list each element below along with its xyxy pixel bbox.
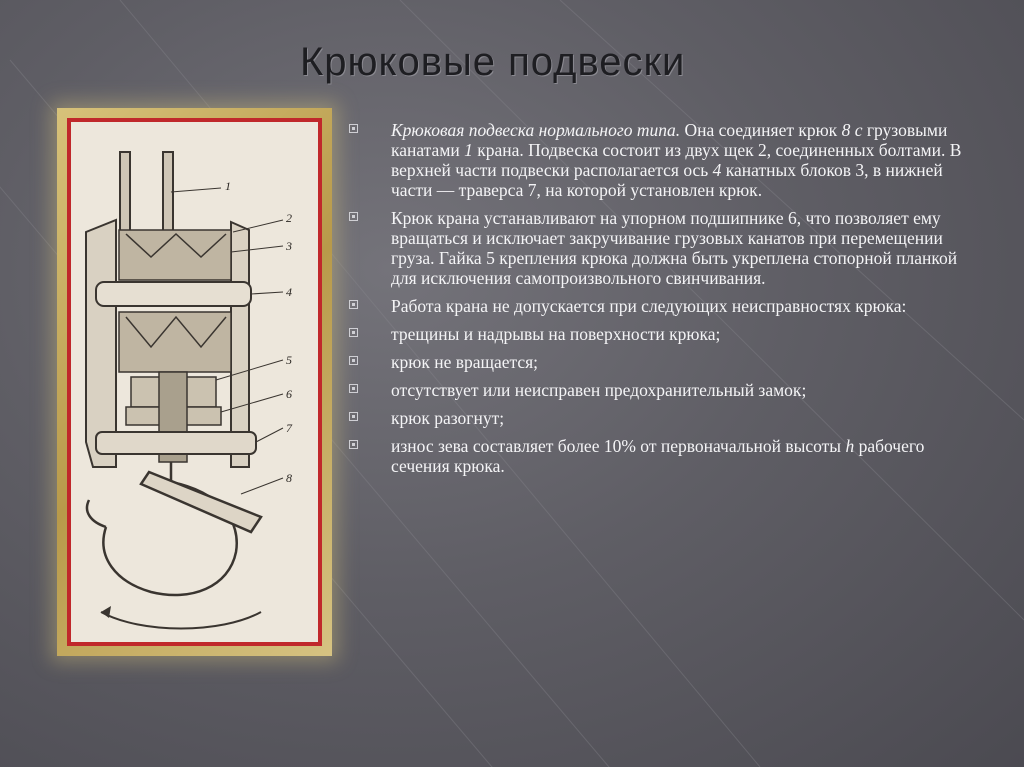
square-bullet-icon bbox=[349, 300, 358, 309]
bullet-text: Работа крана не допускается при следующих неисправностях крюка: bbox=[391, 296, 907, 316]
hook bbox=[87, 462, 261, 595]
bullet-item bbox=[345, 352, 980, 372]
square-bullet-icon bbox=[349, 328, 358, 337]
square-bullet-icon bbox=[349, 412, 358, 421]
bullet-list bbox=[345, 120, 980, 476]
bullet-text: Крюковая подвеска нормального типа. bbox=[391, 120, 681, 140]
figure-label-8: 8 bbox=[286, 471, 292, 485]
figure-label-2: 2 bbox=[286, 211, 292, 225]
traverse bbox=[96, 432, 256, 454]
figure-label-1: 1 bbox=[225, 179, 231, 193]
bullet-text: канатных блоков 3, в нижней части — траверса 7, на которой установлен крюк. bbox=[391, 160, 943, 200]
bullet-text: Крюк крана устанавливают на упорном подшипнике 6, что позволяет ему вращаться и исключает закручивание грузовых канатов при перемещении груза. Гайка 5 крепления крюка должна быть укреплена стопорной планкой для исключения самопроизвольного свинчивания. bbox=[391, 208, 958, 288]
hook-assembly-figure bbox=[67, 118, 322, 646]
figure-label-7: 7 bbox=[286, 421, 292, 435]
bullet-text: 4 bbox=[712, 160, 722, 180]
ropes bbox=[120, 152, 173, 237]
bullet-text: Она соединяет крюк bbox=[680, 120, 842, 140]
bullet-text: крюк разогнут; bbox=[391, 408, 505, 428]
slide-content bbox=[345, 120, 980, 484]
square-bullet-icon bbox=[349, 356, 358, 365]
hook-assembly-drawing bbox=[71, 122, 318, 642]
bullet-text: крюк не вращается; bbox=[391, 352, 539, 372]
bullet-text: трещины и надрывы на поверхности крюка; bbox=[391, 324, 721, 344]
bullet-text: 1 bbox=[464, 140, 473, 160]
bullet-item bbox=[345, 380, 980, 400]
figure-label-6: 6 bbox=[286, 387, 292, 401]
bullet-text: крана. Подвеска состоит из двух щек 2, соединенных болтами. В верхней части подвески располагается ось bbox=[391, 140, 962, 180]
bullet-item bbox=[345, 408, 980, 428]
bullet-text: h bbox=[845, 436, 855, 456]
square-bullet-icon bbox=[349, 124, 358, 133]
bullet-text: 8 с bbox=[841, 120, 863, 140]
bullet-item bbox=[345, 208, 980, 288]
slide-title: Крюковые подвески bbox=[300, 40, 686, 84]
square-bullet-icon bbox=[349, 440, 358, 449]
bullet-text: рабочего сечения крюка. bbox=[391, 436, 925, 476]
axle bbox=[96, 282, 251, 306]
bullet-item bbox=[345, 324, 980, 344]
figure-label-3: 3 bbox=[286, 239, 292, 253]
bullet-text: отсутствует или неисправен предохранительный замок; bbox=[391, 380, 807, 400]
rotation-arrow bbox=[101, 612, 261, 629]
bullet-text: грузовыми канатами bbox=[391, 120, 948, 160]
figure-label-4: 4 bbox=[286, 285, 292, 299]
figure-label-5: 5 bbox=[286, 353, 292, 367]
bullet-item bbox=[345, 436, 980, 476]
bullet-text: износ зева составляет более 10% от первоначальной высоты bbox=[391, 436, 846, 456]
figure-frame bbox=[57, 108, 332, 656]
bullet-item bbox=[345, 120, 980, 200]
square-bullet-icon bbox=[349, 212, 358, 221]
square-bullet-icon bbox=[349, 384, 358, 393]
bullet-item bbox=[345, 296, 980, 316]
